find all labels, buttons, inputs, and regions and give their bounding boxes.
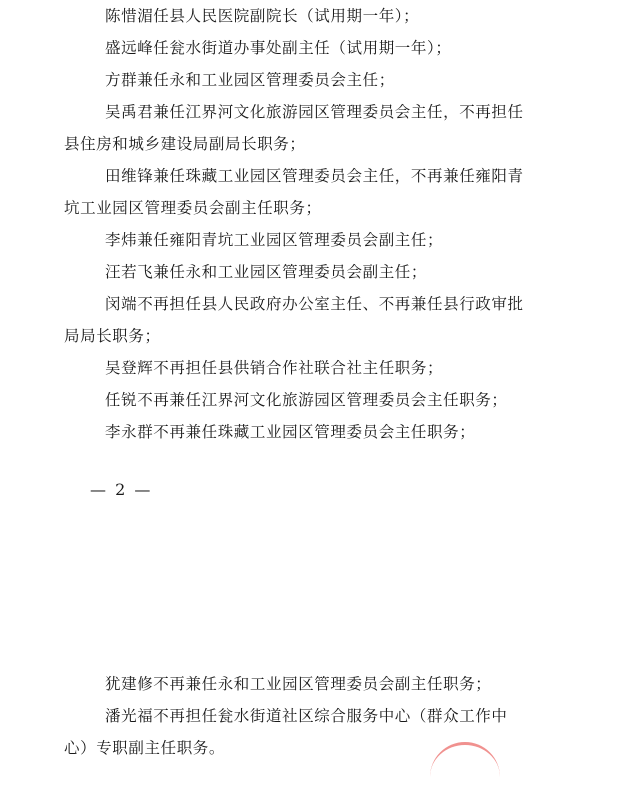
line: 李炜兼任雍阳青坑工业园区管理委员会副主任； — [105, 231, 444, 249]
paragraph-bottom-2 — [64, 700, 578, 764]
line: 陈惜湄任县人民医院副院长（试用期一年）； — [105, 7, 420, 25]
line: 吴登辉不再担任县供销合作社联合社主任职务； — [105, 359, 444, 377]
paragraph-top-9 — [64, 352, 578, 384]
page-number: — 2 — — [90, 480, 153, 499]
paragraph-top-3 — [64, 64, 578, 96]
paragraph-top-10 — [64, 384, 578, 416]
line: 方群兼任永和工业园区管理委员会主任； — [105, 71, 395, 89]
paragraph-top-7 — [64, 256, 578, 288]
paragraph-top-6 — [64, 224, 578, 256]
line: 李永群不再兼任珠藏工业园区管理委员会主任职务； — [105, 423, 476, 441]
line: 盛远峰任瓮水街道办事处副主任（试用期一年）； — [105, 39, 452, 57]
line: 闵端不再担任县人民政府办公室主任、不再兼任县行政审批 — [105, 295, 524, 313]
paragraph-top-1 — [64, 0, 578, 32]
paragraph-top-4 — [64, 96, 578, 160]
paragraph-bottom-1 — [64, 668, 578, 700]
line: 吴禹君兼任江界河文化旅游园区管理委员会主任，不再担任 — [105, 103, 524, 121]
line: 犹建修不再兼任永和工业园区管理委员会副主任职务； — [105, 675, 492, 693]
line: 潘光福不再担任瓮水街道社区综合服务中心（群众工作中 — [105, 707, 508, 725]
line: 县住房和城乡建设局副局长职务； — [64, 135, 306, 153]
paragraph-top-2 — [64, 32, 578, 64]
line: 汪若飞兼任永和工业园区管理委员会副主任； — [105, 263, 428, 281]
paragraph-top-11 — [64, 416, 578, 448]
paragraph-top-5 — [64, 160, 578, 224]
paragraph-top-8 — [64, 288, 578, 352]
line: 局局长职务； — [64, 327, 161, 345]
line: 坑工业园区管理委员会副主任职务； — [64, 199, 322, 217]
line: 心）专职副主任职务。 — [64, 739, 226, 757]
line: 田维锋兼任珠藏工业园区管理委员会主任，不再兼任雍阳青 — [105, 167, 524, 185]
line: 任锐不再兼任江界河文化旅游园区管理委员会主任职务； — [105, 391, 508, 409]
